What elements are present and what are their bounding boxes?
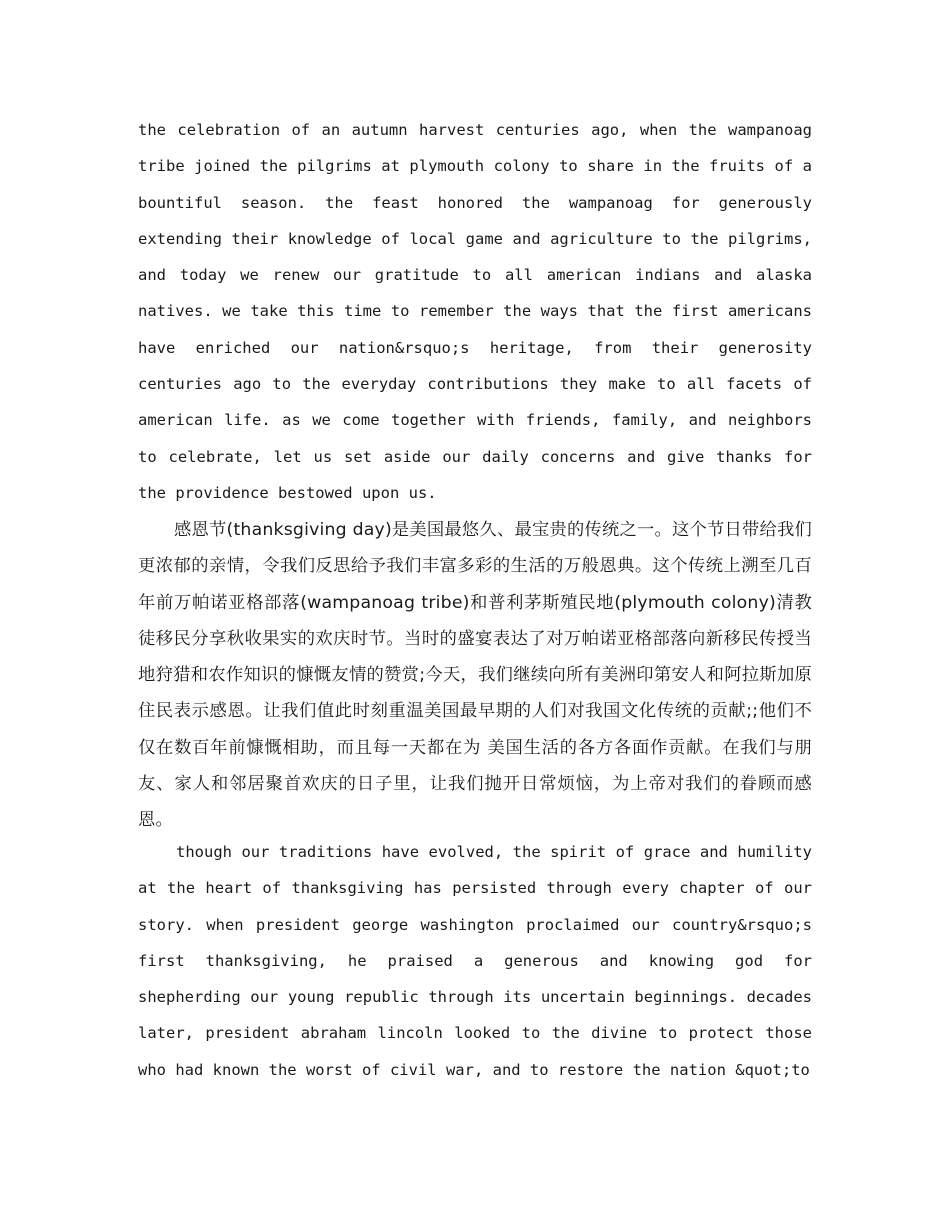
paragraph-chinese-translation: 感恩节(thanksgiving day)是美国最悠久、最宝贵的传统之一。这个节日带给我们更浓郁的亲情，令我们反思给予我们丰富多彩的生活的万般恩典。这个传统上溯至几百年前万帕诺亚格部落(wampanoag tribe)和普利茅斯殖民地(plymouth colony)清教徒移民分享秋收果实的欢庆时节。当时的盛宴表达了对万帕诺亚格部落向新移民传授当地狩猎和农作知识的慷慨友情的赞赏;今天，我们继续向所有美洲印第安人和阿拉斯加原住民表示感恩。让我们值此时刻重温美国最早期的人们对我国文化传统的贡献;;他们不仅在数百年前慷慨相助，而且每一天都在为 美国生活的各方各面作贡献。在我们与朋友、家人和邻居聚首欢庆的日子里，让我们抛开日常烦恼，为上帝对我们的眷顾而感恩。: [138, 520, 812, 831]
paragraph-english-traditions: though our traditions have evolved, the spirit of grace and humility at the heart of thanksgiving has persisted through every chapter of our story. when president george washington proclaimed our country&rsquo;s first thanksgiving, he praised a generous and knowing god for shepherding our young republic through its uncertain beginnings. decades later, president abraham lincoln looked to the divine to protect those who had known the worst of civil war, and to restore the nation &quot;to: [138, 843, 812, 1079]
paragraph-english-harvest: the celebration of an autumn harvest centuries ago, when the wampanoag tribe joined the pilgrims at plymouth colony to share in the fruits of a bountiful season. the feast honored the wampanoag for generously extending their knowledge of local game and agriculture to the pilgrims, and today we renew our gratitude to all american indians and alaska natives. we take this time to remember the ways that the first americans have enriched our nation&rsquo;s heritage, from their generosity centuries ago to the everyday contributions they make to all facets of american life. as we come together with friends, family, and neighbors to celebrate, let us set aside our daily concerns and give thanks for the providence bestowed upon us.: [138, 121, 812, 502]
